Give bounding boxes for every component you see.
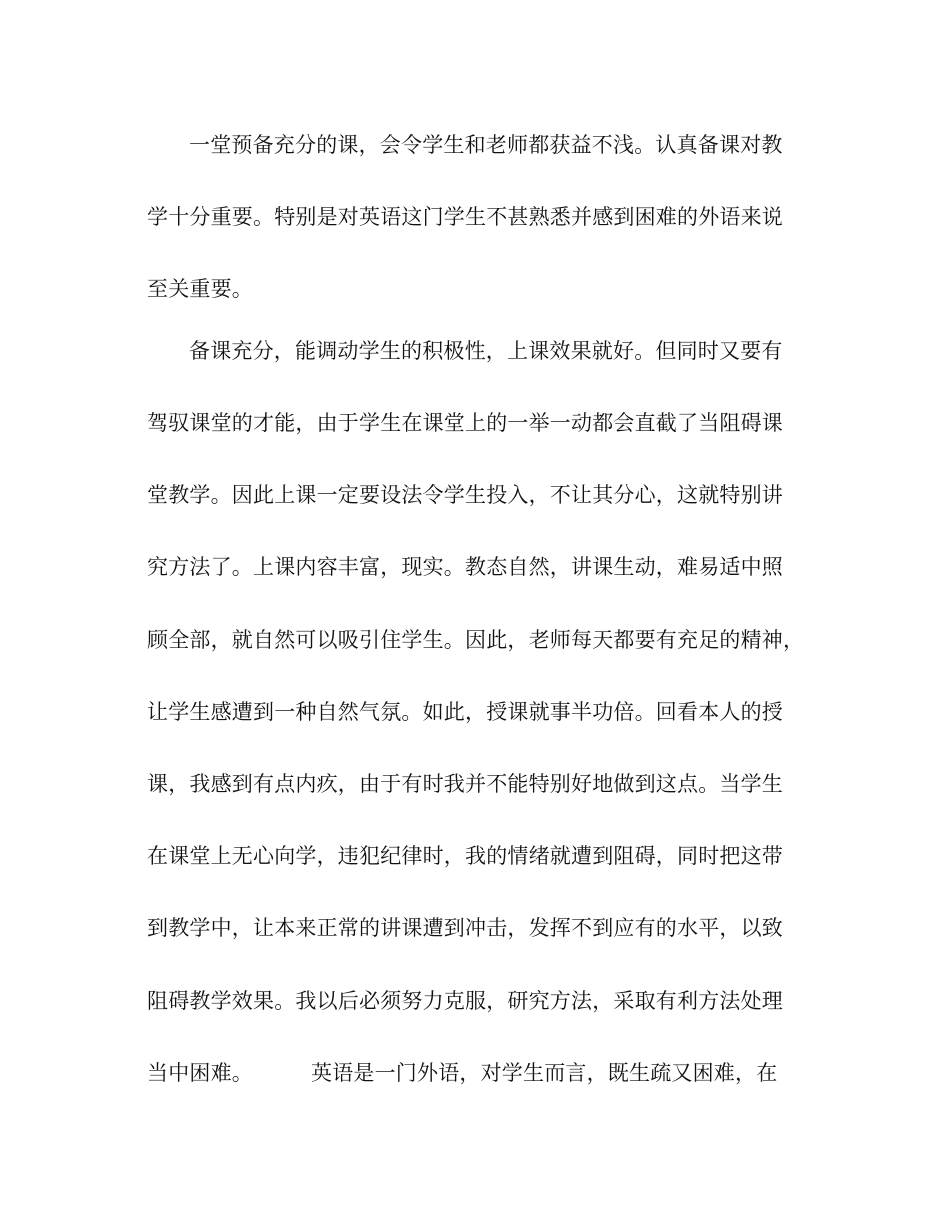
paragraph-2-line-11 [147,1058,777,1088]
paragraph-2-line-7: 课，我感到有点内疚，由于有时我并不能特别好地做到这点。当学生 [147,772,783,796]
paragraph-1-line-2: 学十分重要。特别是对英语这门学生不甚熟悉并感到困难的外语来说 [147,205,783,229]
paragraph-2-line-10: 阻碍教学效果。我以后必须努力克服，研究方法，采取有利方法处理 [147,989,783,1013]
last-line-part-2: 英语是一门外语，对学生而言，既生疏又困难，在 [311,1061,778,1085]
paragraph-2-line-3: 堂教学。因此上课一定要设法令学生投入，不让其分心，这就特别讲 [147,483,783,507]
last-line-part-1: 当中困难。 [147,1061,253,1085]
paragraph-2-line-9: 到教学中，让本来正常的讲课遭到冲击，发挥不到应有的水平，以致 [147,916,783,940]
paragraph-2-line-5: 顾全部，就自然可以吸引住学生。因此，老师每天都要有充足的精神， [147,628,805,652]
paragraph-1-line-3: 至关重要。 [147,277,253,301]
paragraph-2-line-2: 驾驭课堂的才能，由于学生在课堂上的一举一动都会直截了当阻碍课 [147,411,783,435]
paragraph-2-line-8: 在课堂上无心向学，违犯纪律时，我的情绪就遭到阻碍，同时把这带 [147,844,783,868]
paragraph-2-line-6: 让学生感遭到一种自然气氛。如此，授课就事半功倍。回看本人的授 [147,700,783,724]
paragraph-1-line-1: 一堂预备充分的课，会令学生和老师都获益不浅。认真备课对教 [189,133,783,157]
paragraph-2-line-4: 究方法了。上课内容丰富，现实。教态自然，讲课生动，难易适中照 [147,555,783,579]
paragraph-2-line-1: 备课充分，能调动学生的积极性，上课效果就好。但同时又要有 [189,339,783,363]
